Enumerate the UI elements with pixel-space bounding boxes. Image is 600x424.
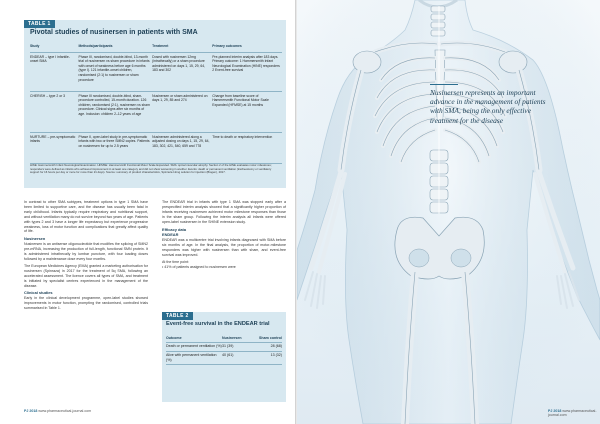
pull-quote: Nusinersen represents an important advance in the management of patients with SMA, being the only effective treatment for the disease (430, 88, 546, 125)
cell-outcome: Alive with permanent ventilation (%) (166, 353, 217, 362)
cell-study: ENDEAR – type I infantile-onset SMA (30, 54, 70, 64)
subheading: Nusinersen (24, 236, 46, 242)
col-header-sham: Sham control (259, 335, 282, 340)
col-header-nusinersen: Nusinersen (222, 335, 242, 340)
cell-treatment: Dosed with nusinersen 12mg (intrathecally) or a sham procedure administered on days 1, 15, 29, 64, 183 and 302 (152, 54, 206, 73)
cell-outcomes: Pre-planned interim analysis after 183 days. Primary outcome: 1 Hammersmith Infant Neurological Examination (HINE) responders 2 Event-free survival (212, 54, 280, 73)
table-grid (166, 334, 282, 365)
left-page (0, 0, 295, 424)
table-title: Event-free survival in the ENDEAR trial (166, 321, 270, 327)
cell-methods: Phase III, randomised, double-blind, 13-month trial of nusinersen vs sham procedure in infants with onset of weakness before age 6 months (type I). 121 infantile-onset children, randomised (2:1) to nusinersen or sham procedure (78, 54, 150, 82)
footer-site: www.pharmaceutical-journal.com (38, 409, 92, 413)
footer-site: www.pharmaceutical-journal.com (548, 409, 597, 417)
table-grid (30, 42, 282, 164)
footer-issue: PJ 2018 (24, 409, 38, 413)
table-row (166, 352, 282, 366)
table-footnotes: HINE: Hammersmith Infant Neurological Examination. HFMSE: Hammersmith Functional Motor Scale Expanded. SMA: spinal muscular atrophy. Section 2 of the HINE evaluates motor milestones; responders were defined as infants who achieved improvement in at least one category and did not show worsening in another. Events: death or permanent ventilation (tracheostomy or ventilatory support for 16 hours per day or more for more than 21 days). Source: summary of product characteristics, Spinraza 12mg solution for injection (Biogen), 2017. (30, 163, 272, 175)
article-column-left (24, 200, 148, 311)
paragraph: ENDEAR was a multicentre trial involving infants diagnosed with SMA before six months of age. In the final analysis, the proportion of motor-milestone responders was higher with nusinersen than with sham, and event-free survival was improved. (162, 238, 286, 258)
cell-treatment: Nusinersen administered along a adjusted dosing on days 1, 15, 29, 64, 183, 302, 421, 540, 659 and 778 (152, 134, 210, 148)
footer-issue: PJ 2018 (548, 409, 562, 413)
paragraph: Nusinersen is an antisense oligonucleotide that modifies the splicing of SMN2 pre-mRNA, increasing the production of full-length, functional SMN protein. It is administered intrathecally by lumbar puncture, with four loading doses followed by a maintenance dose every four months. (24, 242, 148, 261)
paragraph: In contrast to other SMA subtypes, treatment options in type 1 SMA have been limited to supportive care, and the disease has usually been fatal in early childhood. Infants typically require respiratory and nutritional support, and without ventilation many do not survive beyond two years of age. Patients with types 2 and 3 have a longer life expectancy but experience progressive weakness, loss of motor function and complications that greatly affect quality of life. (24, 200, 148, 234)
table-title: Pivotal studies of nusinersen in patients with SMA (30, 29, 198, 36)
cell-treatment: Nusinersen or sham administered on days 1, 29, 85 and 274 (152, 93, 208, 103)
right-page (297, 0, 600, 424)
paragraph: The ENDEAR trial in infants with type 1 SMA was stopped early after a prespecified interim analysis showed that a significantly higher proportion of infants receiving nusinersen achieved motor milestone responses than those in the sham group. Following the interim analysis all infants were offered open-label nusinersen in the SHINE extension study. (162, 200, 286, 224)
cell-outcome: Death or permanent ventilation (%) (166, 344, 222, 349)
cell-sham: 13 (32) (270, 353, 282, 358)
table-row (30, 133, 282, 164)
cell-methods: Phase II, open-label study in pre-symptomatic infants with two or three SMN2 copies. Patients on nusinersen for up to 2.5 years (78, 134, 150, 148)
table-row (30, 53, 282, 92)
cell-study: CHERISH – type 2 or 3 (30, 93, 66, 98)
page-footer (24, 409, 91, 413)
col-header-methods: Methods/participants (78, 44, 113, 48)
subheading: ENDEAR (162, 232, 179, 238)
table-row (30, 92, 282, 133)
col-header-treatment: Treatment (152, 44, 169, 48)
table-tag: TABLE 1 (24, 20, 55, 28)
paragraph: At the time point: (162, 259, 189, 264)
cell-sham: 28 (68) (270, 344, 282, 349)
subheading: Efficacy data (162, 226, 187, 232)
subheading: Clinical studies (24, 290, 53, 296)
cell-outcomes: Change from baseline score of Hammersmith Functional Motor Scale Expanded (HFMSE) at 15 months (212, 93, 269, 107)
paragraph: Early in the clinical development programme, open-label studies showed improvements in motor function, prompting the randomised, controlled trials summarised in Table 1. (24, 296, 148, 311)
col-header-outcome: Outcome (166, 335, 182, 340)
cell-outcomes: Time to death or respiratory intervention (212, 134, 273, 139)
page-footer (548, 409, 600, 417)
table-tag: TABLE 2 (162, 312, 193, 320)
paragraph: The European Medicines Agency (EMA) granted a marketing authorisation for nusinersen (Spinraza) in 2017 for the treatment of 5q SMA, following an accelerated assessment. The licence covers all types of SMA, and treatment is initiated by specialist centres experienced in the management of the disease. (24, 263, 148, 288)
cell-methods: Phase III randomised, double-blind, sham-procedure controlled, 15-month duration. 126 children, randomised (2:1), nusinersen vs sham procedure. Clinical signs after six months of age. Inclusion: children 2–12 years of age (78, 93, 150, 116)
table-header-row (166, 334, 282, 343)
cell-study: NURTURE – pre-symptomatic infants (30, 134, 76, 144)
article-column-right (162, 200, 286, 270)
table-row (166, 343, 282, 352)
cell-nusinersen: 40 (61) (222, 353, 234, 358)
cell-nusinersen: 31 (39) (222, 344, 234, 349)
bullet-item: • 41% of patients assigned to nusinersen were (162, 264, 236, 269)
table-header-row (30, 42, 282, 53)
pull-quote-rule (430, 84, 458, 85)
table-pivotal-studies (24, 20, 286, 188)
skeleton-illustration-icon (297, 0, 600, 424)
col-header-outcomes: Primary outcomes (212, 44, 242, 48)
table-event-free-survival (162, 312, 286, 402)
col-header-study: Study (30, 44, 40, 48)
